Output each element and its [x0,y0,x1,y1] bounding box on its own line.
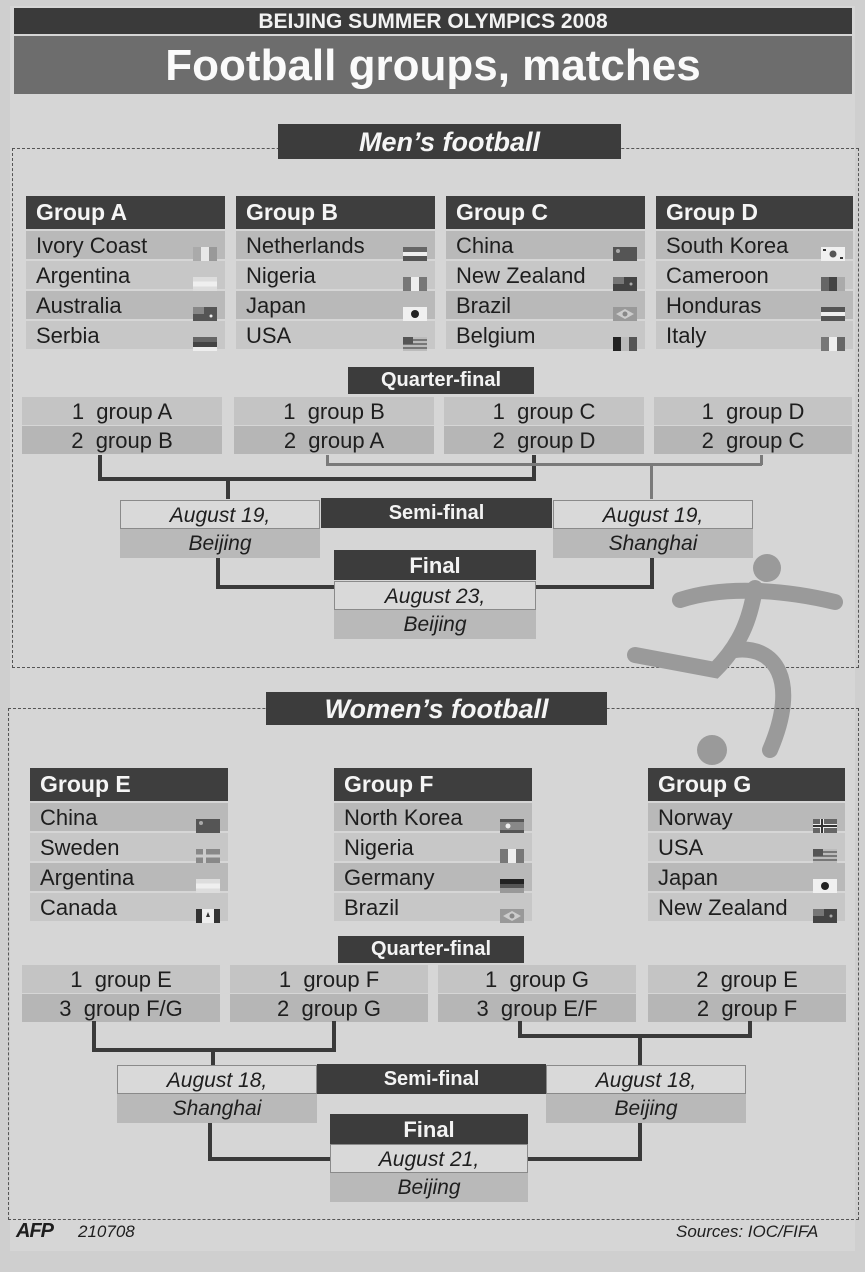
group-header: Group A [26,196,225,229]
men-banner: Men’s football [278,124,621,159]
team-name: Argentina [40,865,135,890]
bracket-line [326,463,762,466]
men-semi-right-venue: Shanghai [553,529,753,558]
argentina-flag-icon [193,269,217,283]
quarter-final-slot: 2 group F [648,994,846,1022]
ivory-coast-flag-icon [193,239,217,253]
team-name: Netherlands [246,233,365,258]
team-name: Italy [666,323,707,348]
quarter-final-slot: 2 group C [654,426,852,454]
team-row [656,231,853,259]
men-final-label: Final [334,550,536,580]
men-final-date: August 23, [334,581,536,610]
graphic-code: 210708 [78,1222,135,1241]
team-row [656,321,853,349]
china-flag-icon [613,239,637,253]
team-name: Brazil [456,293,512,318]
quarter-final-slot: 1 group F [230,965,428,993]
group-header: Group D [656,196,853,229]
team-row [236,291,435,319]
new-zealand-flag-icon [813,901,837,915]
bracket-line [332,1021,336,1051]
group-header: Group B [236,196,435,229]
team-name: New Zealand [658,895,788,920]
canada-flag-icon [196,901,220,915]
women-quarter-label: Quarter-final [338,936,524,963]
north-korea-flag-icon [500,811,524,825]
cameroon-flag-icon [821,269,845,283]
bracket-line [216,558,220,588]
team-row [236,261,435,289]
bracket-line [650,465,653,499]
team-name: New Zealand [456,263,586,288]
quarter-final-slot: 3 group E/F [438,994,636,1022]
team-name: South Korea [666,233,789,258]
team-name: Brazil [344,895,400,920]
team-name: China [40,805,98,830]
usa-flag-icon [403,329,427,343]
quarter-final-slot: 1 group G [438,965,636,993]
bracket-line [528,1157,642,1161]
bracket-line [211,1050,215,1066]
belgium-flag-icon [613,329,637,343]
men-semi-label: Semi-final [321,498,552,528]
team-row [334,803,532,831]
south-korea-flag-icon [821,239,845,253]
bracket-line [638,1036,642,1066]
team-row [30,803,228,831]
team-name: Canada [40,895,118,920]
bracket-line [98,477,536,481]
men-semi-left-venue: Beijing [120,529,320,558]
women-semi-left-date: August 18, [117,1065,317,1094]
bracket-line [98,455,102,479]
group-header: Group G [648,768,845,801]
quarter-final-slot: 2 group B [22,426,222,454]
team-name: Cameroon [666,263,769,288]
bracket-line [208,1123,212,1161]
team-row [334,833,532,861]
team-row [26,291,225,319]
team-name: North Korea [344,805,463,830]
team-row [446,321,645,349]
team-name: Nigeria [246,263,316,288]
team-name: Nigeria [344,835,414,860]
team-row [30,893,228,921]
team-row [334,893,532,921]
bracket-line [748,1021,752,1037]
men-semi-right-date: August 19, [553,500,753,529]
team-row [446,231,645,259]
quarter-final-slot: 1 group C [444,397,644,425]
quarter-final-slot: 1 group B [234,397,434,425]
quarter-final-slot: 2 group D [444,426,644,454]
bracket-line [532,455,536,479]
team-row [656,291,853,319]
team-name: Sweden [40,835,120,860]
bracket-line [208,1157,332,1161]
afp-logo: AFP [16,1220,53,1242]
team-row [446,261,645,289]
sweden-flag-icon [196,841,220,855]
women-semi-left-venue: Shanghai [117,1094,317,1123]
australia-flag-icon [193,299,217,313]
team-name: China [456,233,514,258]
bracket-line [92,1021,96,1051]
nigeria-flag-icon [500,841,524,855]
team-row [26,231,225,259]
quarter-final-slot: 1 group A [22,397,222,425]
women-banner: Women’s football [266,692,607,725]
bracket-line [760,455,763,465]
new-zealand-flag-icon [613,269,637,283]
usa-flag-icon [813,841,837,855]
women-final-date: August 21, [330,1144,528,1173]
team-name: Belgium [456,323,536,348]
main-title: Football groups, matches [14,36,852,94]
team-row [30,863,228,891]
women-semi-label: Semi-final [317,1064,546,1094]
men-final-venue: Beijing [334,610,536,639]
women-semi-right-venue: Beijing [546,1094,746,1123]
team-row [236,321,435,349]
team-name: Norway [658,805,733,830]
nigeria-flag-icon [403,269,427,283]
team-row [446,291,645,319]
team-row [26,261,225,289]
team-row [648,803,845,831]
team-row [26,321,225,349]
team-row [648,863,845,891]
bracket-line [216,585,336,589]
brazil-flag-icon [500,901,524,915]
team-row [30,833,228,861]
team-name: Argentina [36,263,131,288]
japan-flag-icon [813,871,837,885]
quarter-final-slot: 1 group E [22,965,220,993]
team-row [656,261,853,289]
team-name: Serbia [36,323,100,348]
team-row [236,231,435,259]
italy-flag-icon [821,329,845,343]
serbia-flag-icon [193,329,217,343]
team-name: Japan [246,293,306,318]
japan-flag-icon [403,299,427,313]
sources-note: Sources: IOC/FIFA [676,1222,819,1241]
netherlands-flag-icon [403,239,427,253]
bracket-line [518,1034,752,1038]
women-final-venue: Beijing [330,1173,528,1202]
group-header: Group F [334,768,532,801]
norway-flag-icon [813,811,837,825]
team-name: Honduras [666,293,762,318]
men-semi-left-date: August 19, [120,500,320,529]
team-row [648,833,845,861]
quarter-final-slot: 2 group G [230,994,428,1022]
germany-flag-icon [500,871,524,885]
group-header: Group C [446,196,645,229]
team-name: Ivory Coast [36,233,148,258]
team-name: Japan [658,865,718,890]
bracket-line [226,479,230,499]
brazil-flag-icon [613,299,637,313]
team-name: Australia [36,293,122,318]
team-row [648,893,845,921]
quarter-final-slot: 2 group E [648,965,846,993]
top-title: BEIJING SUMMER OLYMPICS 2008 [14,8,852,34]
team-name: USA [246,323,292,348]
team-name: Germany [344,865,435,890]
honduras-flag-icon [821,299,845,313]
quarter-final-slot: 1 group D [654,397,852,425]
women-semi-right-date: August 18, [546,1065,746,1094]
bracket-line [638,1123,642,1161]
team-row [334,863,532,891]
men-quarter-label: Quarter-final [348,367,534,394]
quarter-final-slot: 3 group F/G [22,994,220,1022]
argentina-flag-icon [196,871,220,885]
quarter-final-slot: 2 group A [234,426,434,454]
women-final-label: Final [330,1114,528,1144]
group-header: Group E [30,768,228,801]
team-name: USA [658,835,704,860]
china-flag-icon [196,811,220,825]
